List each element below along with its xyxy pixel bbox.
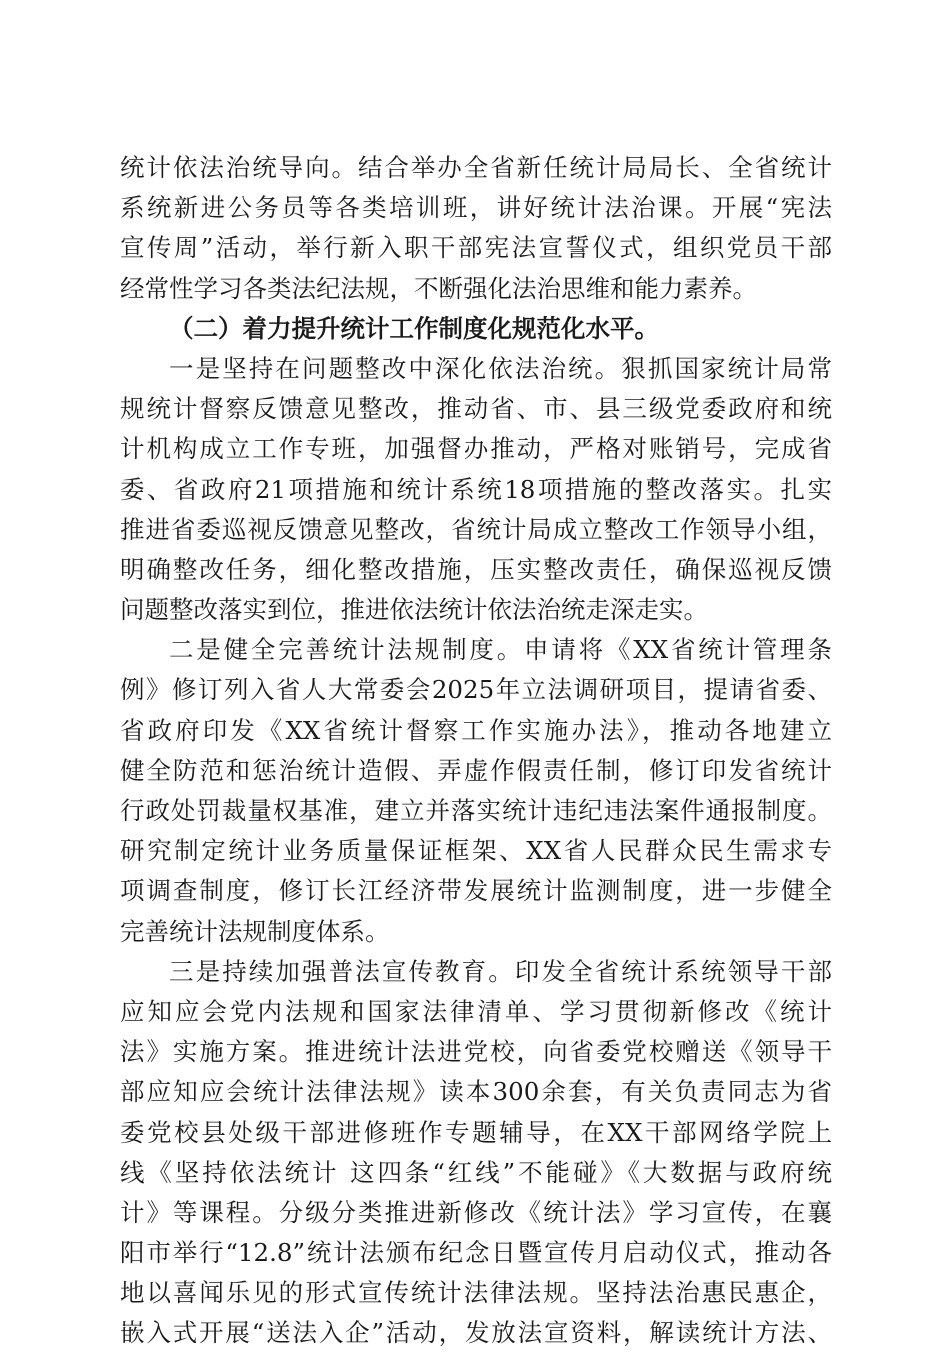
text-line: 健全防范和惩治统计造假、弄虚作假责任制，修订印发省统计 bbox=[120, 755, 832, 785]
text-line: 问题整改落实到位，推进依法统计依法治统走深走实。 bbox=[120, 595, 708, 625]
text-line: 研究制定统计业务质量保证框架、XX省人民群众民生需求专 bbox=[120, 836, 832, 866]
text-line: 系统新进公务员等各类培训班，讲好统计法治课。开展“宪法 bbox=[120, 193, 832, 223]
text-line: 地以喜闻乐见的形式宣传统计法律法规。坚持法治惠民惠企， bbox=[120, 1278, 832, 1308]
text-line: 三是持续加强普法宣传教育。印发全省统计系统领导干部 bbox=[169, 956, 832, 986]
text-line: 应知应会党内法规和国家法律清单、学习贯彻新修改《统计 bbox=[120, 996, 832, 1026]
text-line: 计》等课程。分级分类推进新修改《统计法》学习宣传，在襄 bbox=[120, 1197, 832, 1227]
text-line: 推进省委巡视反馈意见整改，省统计局成立整改工作领导小组， bbox=[120, 514, 832, 544]
text-line: 省政府印发《XX省统计督察工作实施办法》，推动各地建立 bbox=[120, 715, 832, 745]
document-body bbox=[120, 148, 832, 1354]
text-line: 部应知应会统计法律法规》读本300余套，有关负责同志为省 bbox=[120, 1077, 832, 1107]
paragraph-regulations bbox=[120, 630, 832, 952]
text-line: 线《坚持依法统计 这四条“红线”不能碰》《大数据与政府统 bbox=[120, 1157, 832, 1187]
text-line: 委党校县处级干部进修班作专题辅导，在XX干部网络学院上 bbox=[120, 1117, 832, 1147]
text-line: 项调查制度，修订长江经济带发展统计监测制度，进一步健全 bbox=[120, 876, 832, 906]
text-line: 统计依法治统导向。结合举办全省新任统计局局长、全省统计 bbox=[120, 153, 832, 182]
text-line: 嵌入式开展“送法入企”活动，发放法宣资料，解读统计方法、 bbox=[120, 1318, 832, 1348]
text-line: 经常性学习各类法纪法规，不断强化法治思维和能力素养。 bbox=[120, 273, 757, 303]
text-line: 明确整改任务，细化整改措施，压实整改责任，确保巡视反馈 bbox=[120, 554, 832, 584]
section-heading bbox=[120, 309, 832, 349]
text-line: 法》实施方案。推进统计法进党校，向省委党校赠送《领导干 bbox=[120, 1037, 832, 1067]
paragraph-rectification bbox=[120, 349, 832, 630]
text-line: 一是坚持在问题整改中深化依法治统。狠抓国家统计局常 bbox=[169, 353, 832, 383]
text-line: 宣传周”活动，举行新入职干部宪法宣誓仪式，组织党员干部 bbox=[120, 233, 832, 263]
paragraph-training-continuation bbox=[120, 148, 832, 309]
heading-text: （二）着力提升统计工作制度化规范化水平。 bbox=[169, 313, 659, 343]
text-line: 计机构成立工作专班，加强督办推动，严格对账销号，完成省 bbox=[120, 434, 832, 464]
text-line: 行政处罚裁量权基准，建立并落实统计违纪违法案件通报制度。 bbox=[120, 796, 832, 825]
text-line: 委、省政府21项措施和统计系统18项措施的整改落实。扎实 bbox=[120, 474, 832, 504]
text-line: 二是健全完善统计法规制度。申请将《XX省统计管理条 bbox=[169, 635, 832, 665]
text-line: 完善统计法规制度体系。 bbox=[120, 916, 390, 946]
paragraph-legal-education bbox=[120, 952, 832, 1354]
text-line: 阳市举行“12.8”统计法颁布纪念日暨宣传月启动仪式，推动各 bbox=[120, 1238, 832, 1268]
text-line: 例》修订列入省人大常委会2025年立法调研项目，提请省委、 bbox=[120, 675, 832, 705]
text-line: 规统计督察反馈意见整改，推动省、市、县三级党委政府和统 bbox=[120, 394, 832, 424]
